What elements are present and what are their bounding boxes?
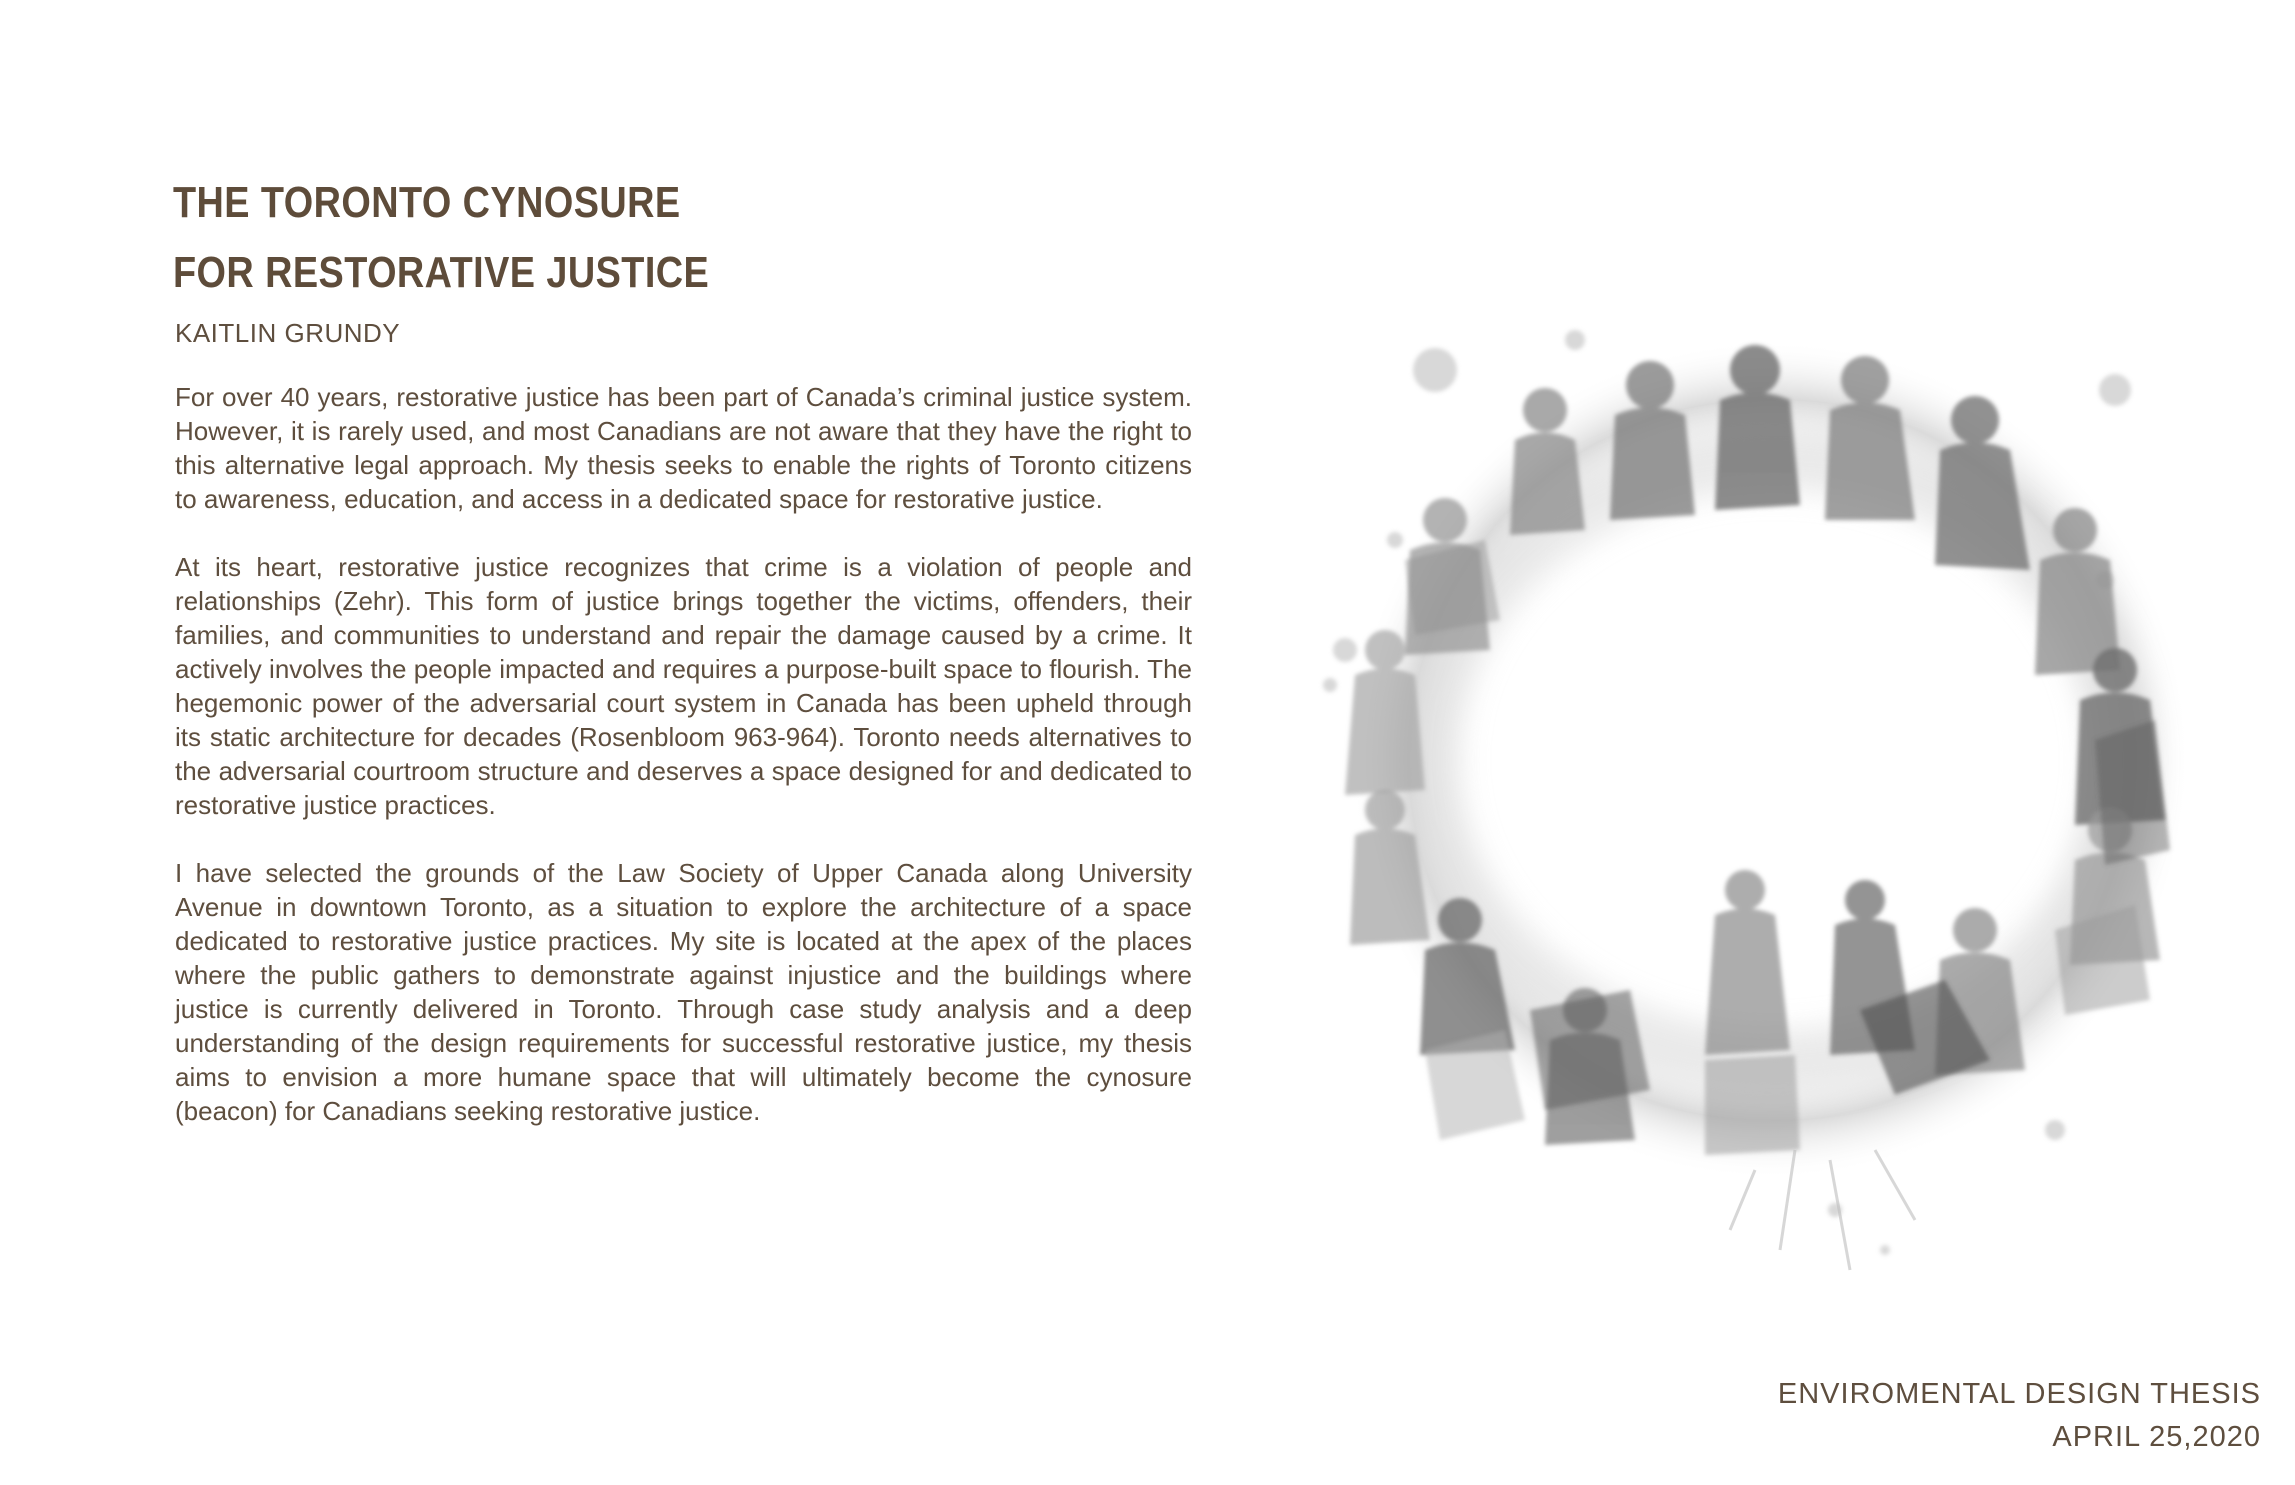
title-line-2: FOR RESTORATIVE JUSTICE [173, 248, 710, 297]
paragraph-3: I have selected the grounds of the Law Society of Upper Canada along University Avenue in downtown Toronto, as a situation to explore the architecture of a space dedicated to restorative justice practices. My site is located at the apex of the places where the public gathers to demonstrate against injustice and the buildings where justice is currently delivered in Toronto. Through case study analysis and a deep understanding of the design requirements for successful restorative justice, my thesis aims to envision a more humane space that will ultimately become the cynosure (beacon) for Canadians seeking restorative justice. [175, 858, 1192, 1126]
title-line-1: THE TORONTO CYNOSURE [173, 178, 681, 227]
paragraph-2: At its heart, restorative justice recognizes that crime is a violation of people and relationships (Zehr). This form of justice brings together the victims, offenders, their families, and communities to understand and repair the damage caused by a crime. It actively involves the people impacted and requires a purpose-built space to flourish. The hegemonic power of the adversarial court system in Canada has been upheld through its static architecture for decades (Rosenbloom 963-964). Toronto needs alternatives to the adversarial courtroom structure and deserves a space designed for and dedicated to restorative justice practices. [175, 552, 1192, 820]
date-label: APRIL 25,2020 [2052, 1421, 2261, 1453]
abstract [175, 380, 1192, 1162]
author-name: KAITLIN GRUNDY [175, 318, 401, 348]
circle-of-people-watercolor-icon [1275, 290, 2225, 1310]
footer [1778, 1373, 2261, 1459]
program-label: ENVIROMENTAL DESIGN THESIS [1777, 1378, 2261, 1410]
paragraph-1: For over 40 years, restorative justice has been part of Canada’s criminal justice system. However, it is rarely used, and most Canadians are not aware that they have the right to this alternative legal approach. My thesis seeks to enable the rights of Toronto citizens to awareness, education, and access in a dedicated space for restorative justice. [175, 382, 1192, 514]
page-title [173, 168, 709, 308]
